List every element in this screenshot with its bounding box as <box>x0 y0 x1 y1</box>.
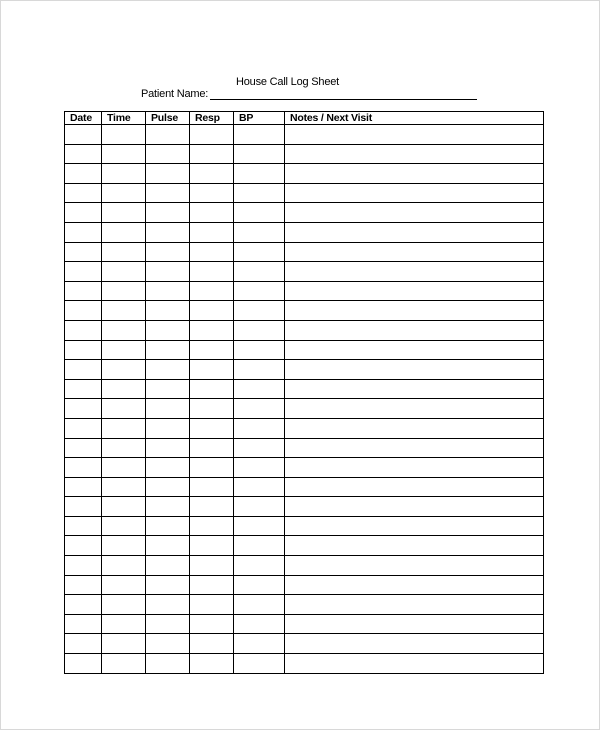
cell-pulse <box>146 301 190 321</box>
cell-resp <box>190 595 234 615</box>
cell-time <box>102 458 146 478</box>
table-row <box>65 262 544 282</box>
cell-bp <box>234 183 285 203</box>
cell-pulse <box>146 262 190 282</box>
cell-time <box>102 242 146 262</box>
cell-resp <box>190 183 234 203</box>
cell-resp <box>190 399 234 419</box>
cell-resp <box>190 340 234 360</box>
cell-notes <box>285 125 544 145</box>
cell-pulse <box>146 556 190 576</box>
cell-notes <box>285 242 544 262</box>
cell-pulse <box>146 536 190 556</box>
cell-resp <box>190 360 234 380</box>
cell-date <box>65 634 102 654</box>
cell-pulse <box>146 144 190 164</box>
cell-date <box>65 497 102 517</box>
cell-notes <box>285 360 544 380</box>
cell-resp <box>190 634 234 654</box>
cell-resp <box>190 203 234 223</box>
cell-pulse <box>146 125 190 145</box>
table-row <box>65 556 544 576</box>
cell-date <box>65 360 102 380</box>
cell-notes <box>285 477 544 497</box>
log-table <box>64 111 544 674</box>
cell-bp <box>234 458 285 478</box>
cell-date <box>65 536 102 556</box>
cell-bp <box>234 144 285 164</box>
cell-resp <box>190 458 234 478</box>
table-row <box>65 497 544 517</box>
cell-notes <box>285 516 544 536</box>
cell-resp <box>190 164 234 184</box>
cell-time <box>102 477 146 497</box>
cell-pulse <box>146 458 190 478</box>
cell-pulse <box>146 654 190 674</box>
table-row <box>65 183 544 203</box>
sheet-title: House Call Log Sheet <box>236 76 340 88</box>
table-row <box>65 144 544 164</box>
cell-resp <box>190 144 234 164</box>
cell-date <box>65 477 102 497</box>
cell-date <box>65 340 102 360</box>
cell-notes <box>285 203 544 223</box>
cell-resp <box>190 418 234 438</box>
table-row <box>65 399 544 419</box>
cell-bp <box>234 614 285 634</box>
table-row <box>65 614 544 634</box>
cell-resp <box>190 320 234 340</box>
patient-name-label: Patient Name: <box>141 88 209 100</box>
cell-bp <box>234 301 285 321</box>
cell-pulse <box>146 379 190 399</box>
cell-notes <box>285 458 544 478</box>
cell-time <box>102 222 146 242</box>
cell-pulse <box>146 222 190 242</box>
cell-notes <box>285 379 544 399</box>
cell-bp <box>234 164 285 184</box>
cell-notes <box>285 556 544 576</box>
cell-resp <box>190 654 234 674</box>
cell-resp <box>190 125 234 145</box>
cell-bp <box>234 360 285 380</box>
table-row <box>65 340 544 360</box>
cell-time <box>102 614 146 634</box>
cell-resp <box>190 301 234 321</box>
cell-pulse <box>146 340 190 360</box>
cell-time <box>102 340 146 360</box>
cell-bp <box>234 320 285 340</box>
table-row <box>65 438 544 458</box>
cell-bp <box>234 222 285 242</box>
cell-date <box>65 438 102 458</box>
cell-date <box>65 516 102 536</box>
cell-bp <box>234 556 285 576</box>
patient-name-line <box>210 99 477 100</box>
table-row <box>65 654 544 674</box>
cell-pulse <box>146 634 190 654</box>
cell-time <box>102 438 146 458</box>
cell-date <box>65 281 102 301</box>
cell-date <box>65 575 102 595</box>
log-table-body <box>65 125 544 674</box>
cell-date <box>65 654 102 674</box>
cell-bp <box>234 125 285 145</box>
cell-time <box>102 575 146 595</box>
table-row <box>65 516 544 536</box>
cell-notes <box>285 634 544 654</box>
cell-resp <box>190 262 234 282</box>
cell-notes <box>285 340 544 360</box>
cell-date <box>65 222 102 242</box>
column-header-notes: Notes / Next Visit <box>285 112 544 125</box>
cell-resp <box>190 556 234 576</box>
cell-notes <box>285 536 544 556</box>
table-row <box>65 379 544 399</box>
cell-pulse <box>146 477 190 497</box>
table-row <box>65 242 544 262</box>
cell-bp <box>234 536 285 556</box>
cell-bp <box>234 281 285 301</box>
cell-pulse <box>146 360 190 380</box>
cell-notes <box>285 497 544 517</box>
cell-pulse <box>146 203 190 223</box>
cell-time <box>102 634 146 654</box>
cell-pulse <box>146 497 190 517</box>
cell-resp <box>190 379 234 399</box>
cell-time <box>102 595 146 615</box>
cell-time <box>102 379 146 399</box>
cell-notes <box>285 281 544 301</box>
table-row <box>65 203 544 223</box>
cell-date <box>65 418 102 438</box>
cell-notes <box>285 614 544 634</box>
cell-bp <box>234 242 285 262</box>
cell-time <box>102 281 146 301</box>
cell-resp <box>190 614 234 634</box>
cell-notes <box>285 144 544 164</box>
cell-bp <box>234 575 285 595</box>
cell-pulse <box>146 399 190 419</box>
table-row <box>65 301 544 321</box>
table-row <box>65 418 544 438</box>
cell-time <box>102 262 146 282</box>
cell-date <box>65 379 102 399</box>
cell-date <box>65 164 102 184</box>
cell-resp <box>190 222 234 242</box>
table-row <box>65 575 544 595</box>
header-row <box>65 112 544 125</box>
cell-pulse <box>146 320 190 340</box>
cell-pulse <box>146 418 190 438</box>
table-row <box>65 320 544 340</box>
column-header-date: Date <box>65 112 102 125</box>
cell-notes <box>285 301 544 321</box>
cell-date <box>65 203 102 223</box>
column-header-time: Time <box>102 112 146 125</box>
cell-notes <box>285 183 544 203</box>
cell-bp <box>234 595 285 615</box>
cell-time <box>102 360 146 380</box>
column-header-pulse: Pulse <box>146 112 190 125</box>
cell-pulse <box>146 575 190 595</box>
cell-time <box>102 536 146 556</box>
cell-time <box>102 399 146 419</box>
cell-time <box>102 144 146 164</box>
table-row <box>65 458 544 478</box>
cell-bp <box>234 203 285 223</box>
cell-date <box>65 320 102 340</box>
cell-bp <box>234 262 285 282</box>
cell-bp <box>234 438 285 458</box>
cell-date <box>65 614 102 634</box>
cell-time <box>102 418 146 438</box>
table-row <box>65 360 544 380</box>
cell-time <box>102 203 146 223</box>
cell-resp <box>190 281 234 301</box>
cell-pulse <box>146 614 190 634</box>
cell-time <box>102 497 146 517</box>
cell-date <box>65 595 102 615</box>
cell-notes <box>285 575 544 595</box>
table-row <box>65 125 544 145</box>
cell-bp <box>234 399 285 419</box>
cell-time <box>102 516 146 536</box>
cell-date <box>65 301 102 321</box>
cell-date <box>65 458 102 478</box>
cell-time <box>102 556 146 576</box>
table-row <box>65 536 544 556</box>
cell-notes <box>285 595 544 615</box>
column-header-bp: BP <box>234 112 285 125</box>
cell-time <box>102 301 146 321</box>
cell-resp <box>190 242 234 262</box>
cell-time <box>102 183 146 203</box>
cell-resp <box>190 497 234 517</box>
cell-date <box>65 556 102 576</box>
cell-bp <box>234 497 285 517</box>
cell-resp <box>190 536 234 556</box>
cell-time <box>102 320 146 340</box>
cell-bp <box>234 516 285 536</box>
cell-pulse <box>146 183 190 203</box>
cell-notes <box>285 262 544 282</box>
cell-notes <box>285 654 544 674</box>
cell-pulse <box>146 242 190 262</box>
table-row <box>65 281 544 301</box>
cell-bp <box>234 418 285 438</box>
cell-notes <box>285 399 544 419</box>
cell-resp <box>190 516 234 536</box>
cell-notes <box>285 320 544 340</box>
cell-pulse <box>146 438 190 458</box>
cell-bp <box>234 654 285 674</box>
table-row <box>65 222 544 242</box>
cell-notes <box>285 164 544 184</box>
cell-time <box>102 125 146 145</box>
cell-date <box>65 144 102 164</box>
cell-date <box>65 242 102 262</box>
table-row <box>65 477 544 497</box>
cell-resp <box>190 438 234 458</box>
cell-bp <box>234 634 285 654</box>
cell-pulse <box>146 595 190 615</box>
cell-date <box>65 262 102 282</box>
cell-notes <box>285 418 544 438</box>
column-header-resp: Resp <box>190 112 234 125</box>
cell-notes <box>285 222 544 242</box>
cell-bp <box>234 340 285 360</box>
cell-resp <box>190 575 234 595</box>
cell-bp <box>234 379 285 399</box>
cell-pulse <box>146 164 190 184</box>
table-row <box>65 164 544 184</box>
cell-date <box>65 399 102 419</box>
cell-time <box>102 164 146 184</box>
cell-date <box>65 183 102 203</box>
cell-pulse <box>146 281 190 301</box>
cell-resp <box>190 477 234 497</box>
cell-notes <box>285 438 544 458</box>
table-row <box>65 595 544 615</box>
cell-date <box>65 125 102 145</box>
cell-time <box>102 654 146 674</box>
cell-bp <box>234 477 285 497</box>
table-row <box>65 634 544 654</box>
cell-pulse <box>146 516 190 536</box>
